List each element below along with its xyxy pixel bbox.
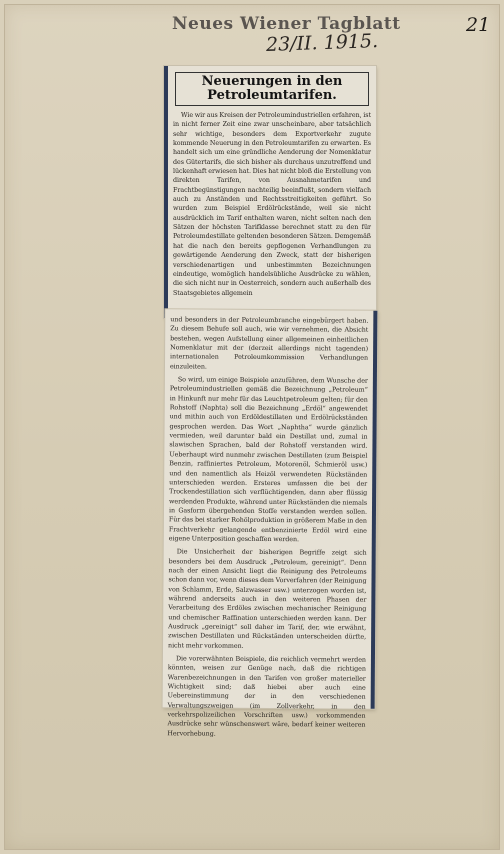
article-paragraph: Die vorerwähnten Beispiele, die reichlich vermehrt werden könnten, weisen zur Genüge nach, daß die richtigen Warenbezeichnungen in den Tarifen von großer materieller Wichtigkeit sind; daß hiebei aber auch eine Uebereinstimmung der in den verschiedenen Verwaltungszweigen (im Zollverkehr, in den verkehrspolizeilichen Vorschriften usw.) vorkommenden Ausdrücke sehr wünschenswert wäre, bedarf keiner weiteren Hervorhebung. (167, 655, 366, 738)
folio-number: 21 (466, 14, 491, 36)
newspaper-masthead: Neues Wiener Tagblatt (172, 14, 401, 34)
clipping-part-2 (163, 309, 378, 738)
article-paragraph: Wie wir aus Kreisen der Petroleumindustriellen erfahren, ist in nicht ferner Zeit eine zwar unscheinbare, aber tatsächlich sehr wichtige, besonders dem Exportverkehr zugute kommende Neuerung in den Petroleumtarifen zu erwarten. Es handelt sich um eine gründliche Aenderung der Nomenklatur des Gütertarifs, die sich bisher als durchaus unzutreffend und lückenhaft erwiesen hat. Dies hat nicht bloß die Erstellung von direkten Tarifen, von Ausnahmetarifen und Frachtbegünstigungen nachteilig beeinflußt, sondern vielfach auch zu Anständen und Rechtsstreitigkeiten geführt. So wurden zum Beispiel Erdölrückstände, weil sie nicht ausdrücklich im Tarif enthalten waren, nicht selten nach den Sätzen der höchsten Tarifklasse berechnet statt zu den für Petroleumdestillate geltenden besonderen Sätzen. Demgemäß hat die nach den bereits gepflogenen Verhandlungen zu gewärtigende Aenderung den Zweck, statt der bisherigen verschiedenartigen und unbestimmten Bezeichnungen eindeutige, womöglich handelsübliche Ausdrücke zu wählen, die sich nicht nur in Oesterreich, sondern auch außerhalb des Staatsgebietes allgemein (173, 112, 371, 297)
article-paragraph: Die Unsicherheit der bisherigen Begriffe zeigt sich besonders bei dem Ausdruck „Petroleum, gereinigt“. Denn nach der einen Ansicht liegt die Reinigung des Petroleums schon dann vor, wenn dieses dem Vorverfahren (der Reinigung von Schlamm, Erde, Salzwasser usw.) unterzogen worden ist, während anderseits auch in den weiteren Phasen der Verarbeitung des Erdöles zwischen mechanischer Reinigung und chemischer Raffination unterschieden werden kann. Der Ausdruck „gereinigt“ soll daher im Tarif, der, wie erwähnt, zwischen Destillaten und Rückständen unterscheiden dürfte, nicht mehr vorkommen. (168, 548, 367, 650)
archive-sheet (4, 4, 500, 850)
article-paragraph: So wird, um einige Beispiele anzuführen, dem Wunsche der Petroleumindustriellen gemäß die Bezeichnung „Petroleum“ in Hinkunft nur mehr für das Leuchtpetroleum gelten; für den Rohstoff (Naphta) soll die Bezeichnung „Erdöl“ angewendet und mithin auch von Erdöldestillaten und Erdölrückständen gesprochen werden. Das Wort „Naphtha“ wurde gänzlich vermieden, weil darunter bald ein Destillat und, zumal in slawischen Sprachen, bald der Rohstoff verstanden wird. Ueberhaupt wird nunmehr zwischen Destillaten (zum Beispiel Benzin, raffiniertes Petroleum, Motorenöl, Schmieröl usw.) und den namentlich als Heizöl verwendeten Rückständen unterschieden werden. Ersteres umfassen die bei der Trockendestillation sich verflüchtigenden, dann aber flüssig werdenden Produkte, während unter Rückständen die niemals in Gasform übergehenden Stoffe verstanden werden sollen. Für das bei starker Rohölproduktion in größerem Maße in den Frachtverkehr gelangende entbenzinierte Erdöl wird eine eigene Unterposition geschaffen werden. (168, 376, 368, 544)
article-paragraph: und besonders in der Petroleumbranche eingebürgert haben. Zu diesem Behufe soll auch, wie wir vernehmen, die Absicht bestehen, wegen Aufstellung einer allgemeinen einheitlichen Nomenklatur mit der (derzeit allerdings nicht tagenden) internationalen Petroleumkommission Verhandlungen einzuleiten. (169, 316, 369, 371)
clipping-part-1 (164, 66, 376, 318)
handwritten-date: 23/II. 1915. (265, 30, 379, 56)
article-title: Neuerungen in den Petroleumtarifen. (175, 72, 369, 106)
